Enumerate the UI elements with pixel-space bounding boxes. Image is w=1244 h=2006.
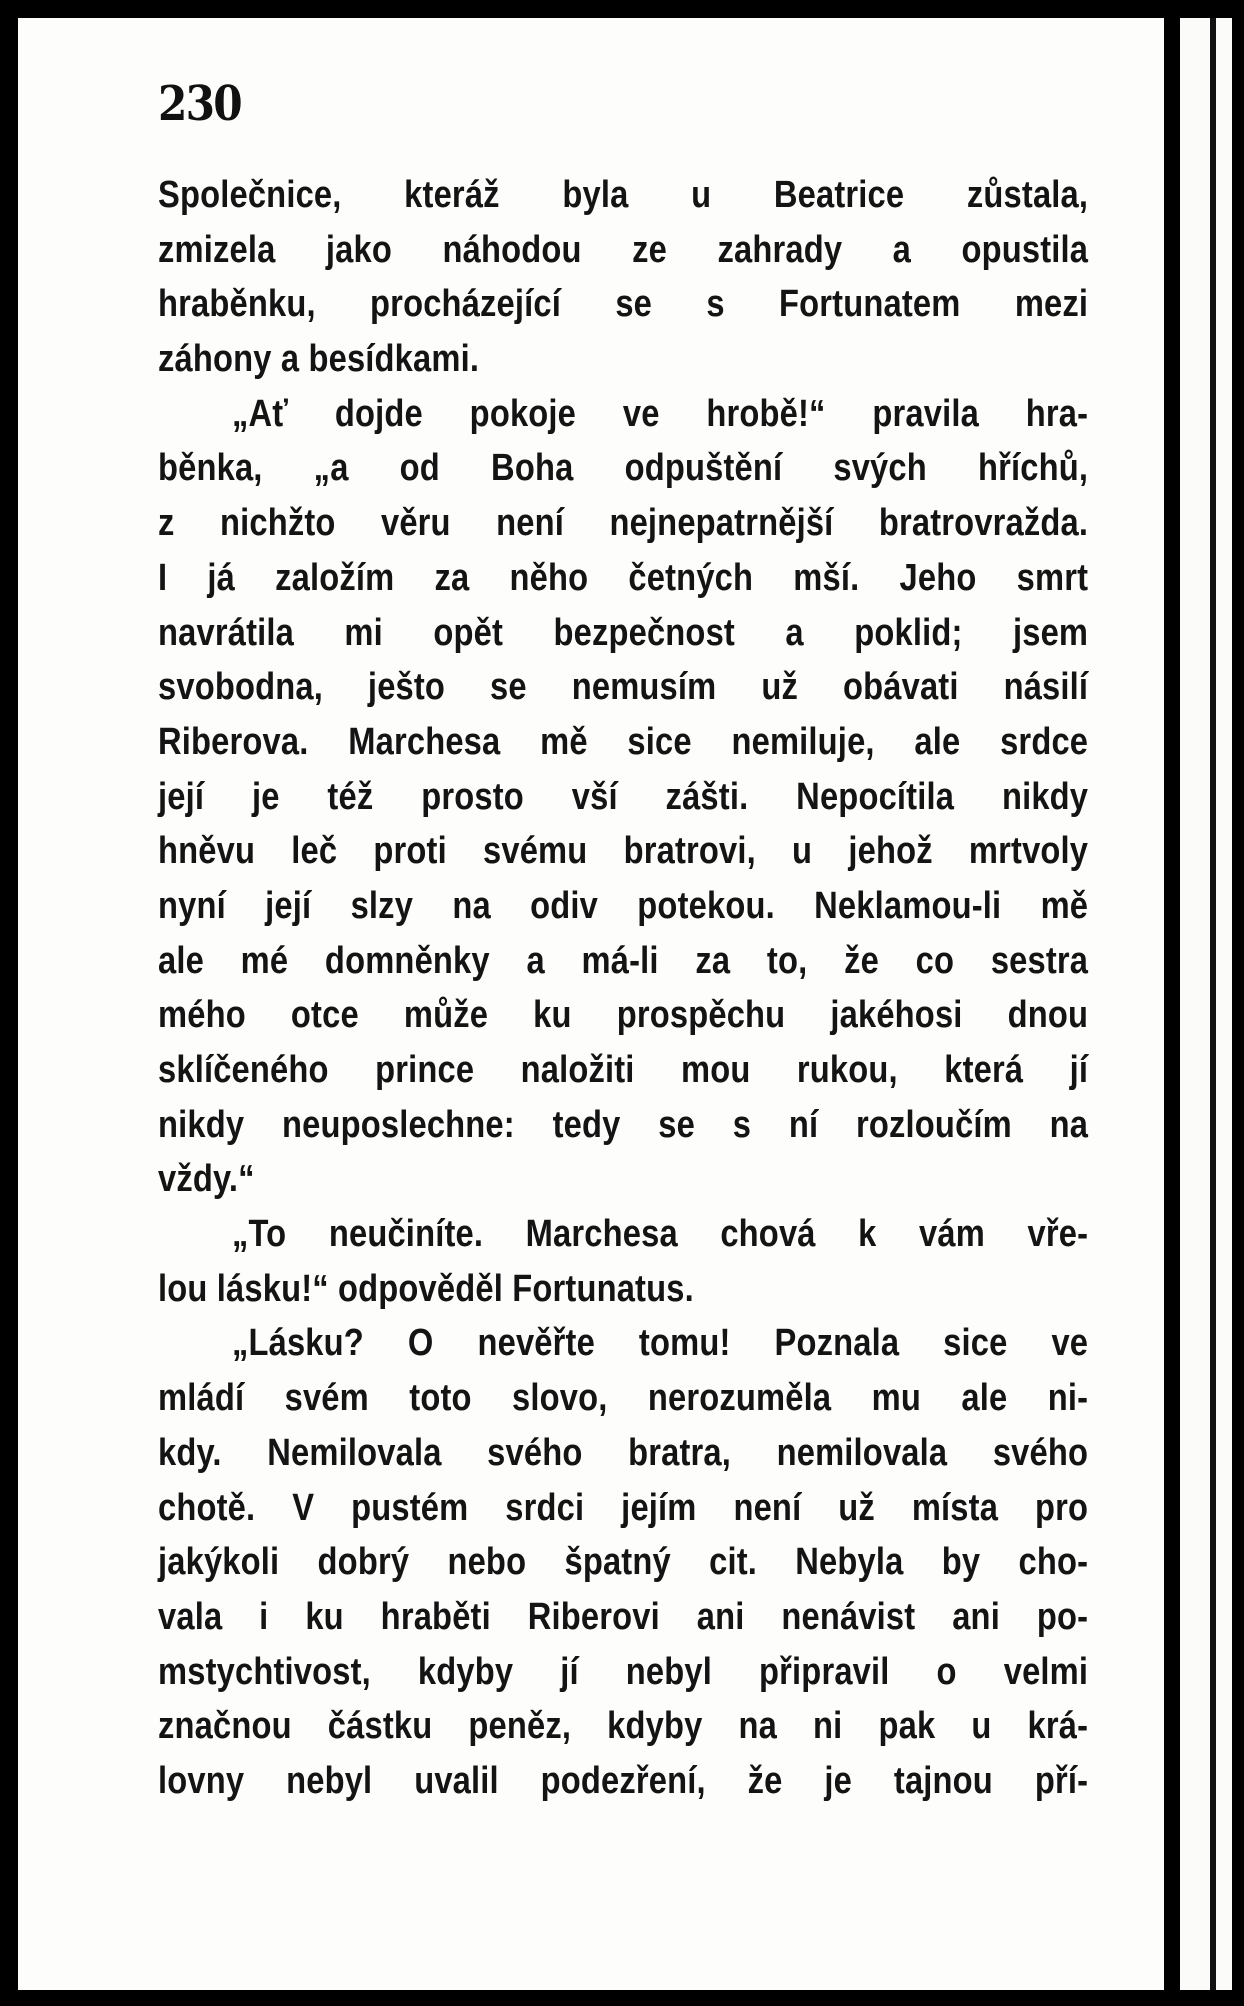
text-line: „Lásku? O nevěřte tomu! Poznala sice ve <box>231 1322 1089 1365</box>
text-line: I já založím za něho četných mší. Jeho smrt <box>158 556 1089 599</box>
text-line: mládí svém toto slovo, nerozuměla mu ale ni- <box>158 1377 1089 1420</box>
text-line: lou lásku!“ odpověděl Fortunatus. <box>158 1267 694 1310</box>
text-line: „To neučiníte. Marchesa chová k vám vře- <box>231 1213 1089 1256</box>
adjacent-page-edge <box>1180 18 1232 1990</box>
text-line: hraběnku, procházející se s Fortunatem mezi <box>158 283 1089 326</box>
text-line: navrátila mi opět bezpečnost a poklid; jsem <box>158 611 1089 654</box>
text-line: vždy.“ <box>158 1158 255 1201</box>
text-line: jakýkoli dobrý nebo špatný cit. Nebyla by cho- <box>158 1541 1089 1584</box>
text-line: hněvu leč proti svému bratrovi, u jehož mrtvoly <box>158 830 1089 873</box>
text-line: lovny nebyl uvalil podezření, že je tajnou pří- <box>158 1759 1089 1802</box>
text-line: „Ať dojde pokoje ve hrobě!“ pravila hra- <box>231 392 1089 435</box>
text-line: zmizela jako náhodou ze zahrady a opustila <box>158 228 1089 271</box>
text-line: Riberova. Marchesa mě sice nemiluje, ale srdce <box>158 720 1089 763</box>
book-page <box>18 18 1164 1990</box>
text-line: mstychtivost, kdyby jí nebyl připravil o velmi <box>158 1650 1089 1693</box>
text-line: mého otce může ku prospěchu jakéhosi dnou <box>158 994 1089 1037</box>
text-line: z nichžto věru není nejnepatrnější bratrovražda. <box>158 502 1089 545</box>
text-line: vala i ku hraběti Riberovi ani nenávist ani po- <box>158 1595 1089 1638</box>
page-gutter-line <box>1210 18 1216 1990</box>
text-line: značnou částku peněz, kdyby na ni pak u krá- <box>158 1705 1089 1748</box>
text-line: její je též prosto vší zášti. Nepocítila nikdy <box>158 775 1089 818</box>
text-line: nyní její slzy na odiv potekou. Neklamou-li mě <box>158 884 1089 927</box>
body-text <box>158 168 1088 1809</box>
text-line: svobodna, ješto se nemusím už obávati násilí <box>158 666 1089 709</box>
text-line: Společnice, kteráž byla u Beatrice zůstala, <box>158 174 1089 216</box>
text-line: běnka, „a od Boha odpuštění svých hříchů, <box>158 447 1089 490</box>
text-line: sklíčeného prince naložiti mou rukou, která jí <box>158 1049 1089 1091</box>
text-line: ale mé domněnky a má-li za to, že co sestra <box>158 939 1089 982</box>
text-line: kdy. Nemilovala svého bratra, nemilovala svého <box>158 1431 1089 1474</box>
text-line: chotě. V pustém srdci jejím není už místa pro <box>158 1486 1089 1529</box>
text-line: záhony a besídkami. <box>158 338 480 381</box>
text-line: nikdy neuposlechne: tedy se s ní rozloučím na <box>158 1103 1089 1146</box>
page-number: 230 <box>158 76 241 132</box>
